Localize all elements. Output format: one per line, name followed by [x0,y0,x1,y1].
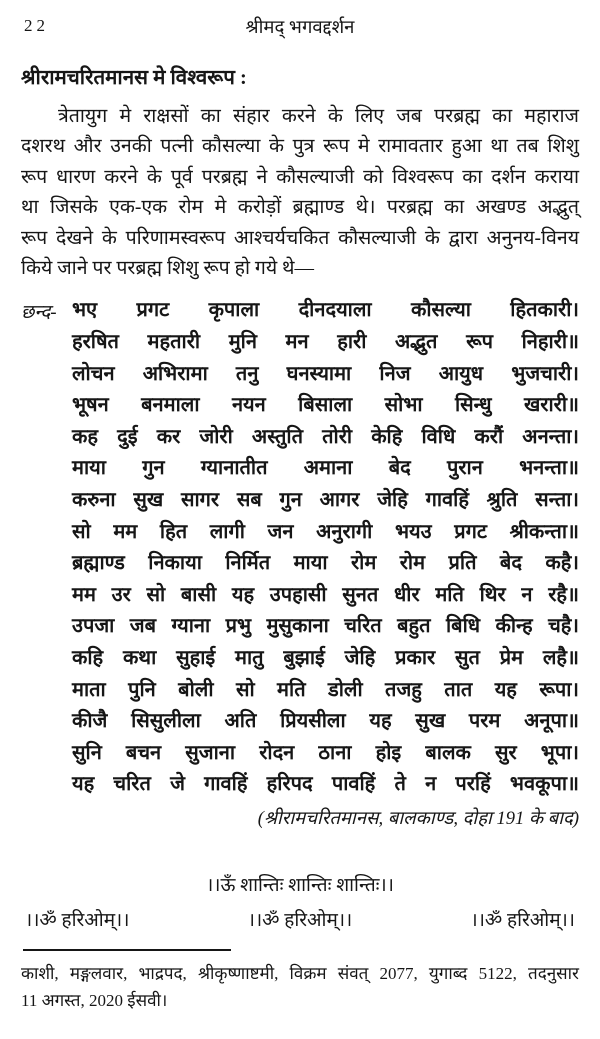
intro-paragraph [21,102,579,284]
footnote-line: 11 अगस्त, 2020 ईसवी। [21,991,168,1011]
verse-attribution: (श्रीरामचरितमानस, बालकाण्ड, दोहा 191 के बाद) [257,808,579,829]
hariom-row [21,906,579,932]
book-title: श्रीमद् भगवद्दर्शन [245,18,355,38]
paragraph-line: रूप देखने के परिणामस्वरूप आश्चर्यचकित कौसल्याजी के द्वारा अनुनय-विनय [21,227,579,249]
hariom-invocation: ।।ॐ हरिओम्।। [25,909,130,931]
verse-line: लोचन अभिरामा तनु घनस्यामा निज आयुध भुजचारी। [72,362,579,385]
hariom-invocation: ।।ॐ हरिओम्।। [470,909,575,931]
verse-line: कहि कथा सुहाई मातु बुझाई जेहि प्रकार सुत प्रेम लहै॥ [72,646,579,669]
verse-line: यह चरित जे गावहिं हरिपद पावहिं ते न परहिं भवकूपा॥ [72,773,579,796]
paragraph-line: त्रेतायुग मे राक्षसों का संहार करने के लिए जब परब्रह्म का महाराज [58,106,579,127]
footnote-line: काशी, मङ्गलवार, भाद्रपद, श्रीकृष्णाष्टमी, विक्रम संवत् 2077, युगाब्द 5122, तदनुसार [21,963,579,983]
hariom-invocation: ।।ॐ हरिओम्।। [247,909,353,931]
paragraph-line: किये जाने पर परब्रह्म शिशु रूप हो गये थे— [21,258,314,280]
paragraph-line: रूप धारण करने के पूर्व परब्रह्म ने कौसल्याजी को विश्वरूप का दर्शन कराया [21,166,579,188]
verse-line: सो मम हित लागी जन अनुरागी भयउ प्रगट श्रीकन्ता॥ [72,520,579,543]
verse-line: उपजा जब ग्याना प्रभु मुसुकाना चरित बहुत बिधि कीन्ह चहै। [72,615,579,638]
verse-line: हरषित महतारी मुनि मन हारी अद्भुत रूप निहारी॥ [72,331,579,354]
verse-line: माया गुन ग्यानातीत अमाना बेद पुरान भनन्ता॥ [72,457,579,480]
paragraph-line: दशरथ और उनकी पत्नी कौसल्या के पुत्र रूप मे रामावतार हुआ था तब शिशु [21,136,579,158]
verse-line: ब्रह्माण्ड निकाया निर्मित माया रोम रोम प्रति बेद कहै। [72,552,579,575]
chhand-verse [21,295,579,801]
paragraph-line: था जिसके एक-एक रोम मे करोड़ों ब्रह्माण्ड थे। परब्रह्म का अखण्ड अद्भुत् [21,197,579,219]
page-number: 22 [24,16,49,35]
verse-line: मम उर सो बासी यह उपहासी सुनत धीर मति थिर न रहै॥ [72,583,579,606]
verse-label: छन्द- [21,302,57,324]
shanti-mantra: ।।ऊँ शान्तिः शान्तिः शान्तिः।। [206,874,394,896]
verse-line: करुना सुख सागर सब गुन आगर जेहि गावहिं श्रुति सन्ता। [72,489,579,511]
verse-line: कह दुई कर जोरी अस्तुति तोरी केहि विधि करौं अनन्ता। [72,425,579,448]
page-header [21,14,579,38]
verse-line: कीजै सिसुलीला अति प्रियसीला यह सुख परम अनूपा॥ [72,710,579,733]
verse-line: भूषन बनमाला नयन बिसाला सोभा सिन्धु खरारी॥ [72,394,579,417]
verse-line: भए प्रगट कृपाला दीनदयाला कौसल्या हितकारी। [72,299,579,322]
verse-line: सुनि बचन सुजाना रोदन ठाना होइ बालक सुर भूपा। [72,741,579,764]
section-heading: श्रीरामचरितमानस मे विश्वरूप : [21,67,247,89]
footnote [21,960,579,1015]
footnote-divider [23,949,231,951]
verse-line: माता पुनि बोली सो मति डोली तजहु तात यह रूपा। [72,678,579,701]
